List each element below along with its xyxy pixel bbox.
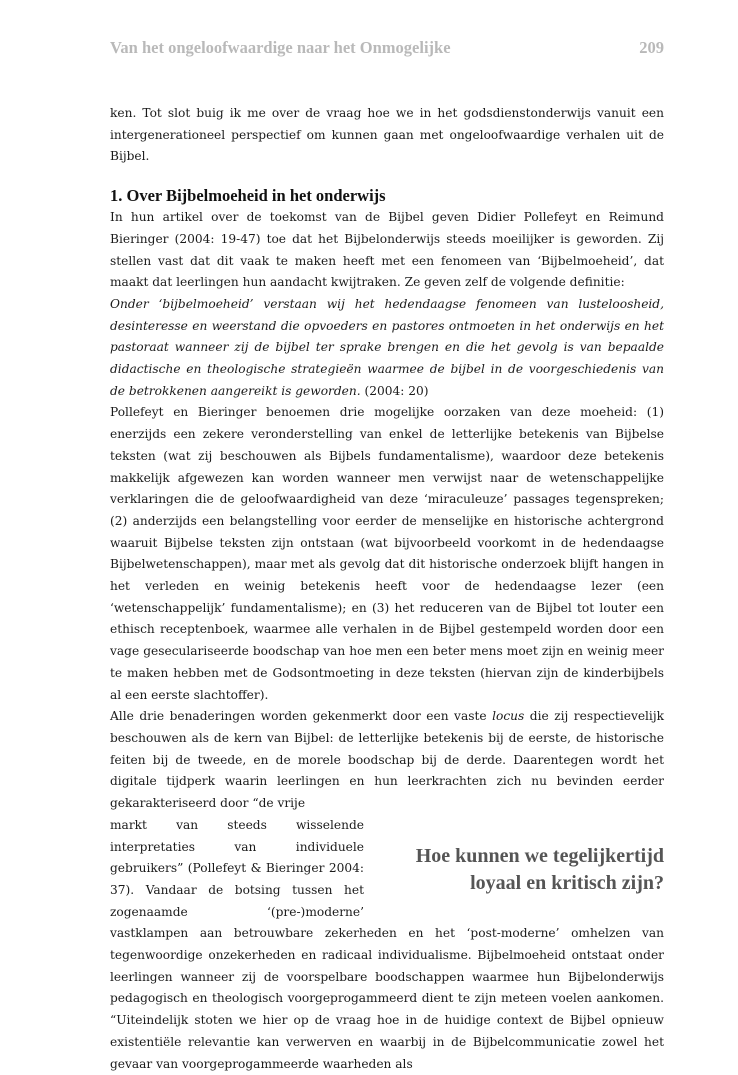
running-header: [110, 38, 664, 60]
pull-quote: [386, 843, 664, 897]
pull-quote-line-2: loyaal en kritisch zijn?: [470, 871, 664, 894]
paragraph-1: In hun artikel over de toekomst van de Bijbel geven Didier Pollefeyt en Reimund Bieringer (2004: 19-47) toe dat het Bijbelonderwijs steeds moeilijker is geworden. Zij stellen vast dat dit vaak te maken heeft met een fenomeen van ‘Bijbelmoeheid’, dat maakt dat leerlingen hun aandacht kwijtraken. Ze geven zelf de volgende definitie:: [110, 210, 664, 290]
paragraph-2: Pollefeyt en Bieringer benoemen drie mogelijke oorzaken van deze moeheid: (1) enerzijds een zekere veronderstelling van enkel de letterlijke betekenis van Bijbelse teksten (wat zij beschouwen als Bijbels fundamentalisme), waardoor deze betekenis makkelijk afgewezen kan worden wanneer men verwijst naar de wetenschappelijke verklaringen die de geloofwaardigheid van deze ‘miraculeuze’ passages tegenspreken; (2) anderzijds een belangstelling voor eerder de menselijke en historische achtergrond waaruit Bijbelse teksten zijn ontstaan (wat bijvoorbeeld voorkomt in de hedendaagse Bijbelwetenschappen), maar met als gevolg dat dit historische onderzoek blijft hangen in het verleden en weinig betekenis heeft voor de hedendaagse lezer (een ‘wetenschappelijk’ fundamentalisme); en (3) het reduceren van de Bijbel tot louter een ethisch receptenboek, waarmee alle verhalen in de Bijbel gestempeld worden door een vage geseculariseerde boodschap van hoe men een beter mens moet zijn en weinig meer te maken hebben met de Godsontmoeting in deze teksten (hiervan zijn de kinderbijbels al een eerste slachtoffer).: [110, 405, 664, 702]
body-text: [110, 103, 664, 1075]
quote-text: Onder ‘bijbelmoeheid’ verstaan wij het hedendaagse fenomeen van lusteloosheid, desinteresse en weerstand die opvoeders en pastores ontmoeten in het onderwijs en het pastoraat wanneer zij de bijbel ter sprake brengen en die het gevolg is van bepaalde didactische en theologische strategieën waarmee de bijbel in de voorgeschiedenis van de betrokkenen aangereikt is geworden.: [110, 296, 664, 398]
block-quote: [110, 294, 664, 403]
page-number: 209: [639, 38, 664, 57]
paragraph-3-part-b: die zij respectievelijk beschouwen als de kern van Bijbel: de letterlijke betekenis bij de eerste, de historische feiten bij de tweede, en de morele boodschap bij de derde. Daarentegen wordt het digitale tijdperk waarin leerlingen en hun leerkrachten zich nu bevinden eerder gekarakteriseerd door “de vrije: [110, 709, 664, 811]
paragraph-3-italic: locus: [492, 709, 525, 724]
pull-quote-line-1: Hoe kunnen we tegelijkertijd: [415, 844, 664, 867]
running-title: Van het ongeloofwaardige naar het Onmogelijke: [110, 38, 451, 57]
paragraph-3-part-a: Alle drie benaderingen worden gekenmerkt door een vaste: [110, 709, 493, 724]
paragraph-3-continued: markt van steeds wisselende interpretaties van individuele gebruikers” (Pollefeyt & Bieringer 2004: 37). Vandaar de botsing tussen het zogenaamde ‘(pre-)moderne’ vastklampen aan betrouwbare zekerheden en het ‘post-moderne’ omhelzen van tegenwoordige onzekerheden en radicaal individualisme. Bijbelmoeheid ontstaat onder leerlingen wanneer zij de voorspelbare boodschappen waarmee hun Bijbelonderwijs pedagogisch en theologisch voorgeprogammeerd dient te zijn meteen voelen aankomen. “Uiteindelijk stoten we hier op de vraag hoe in de huidige context de Bijbel opnieuw existentiële relevantie kan verwerven en waarbij in de Bijbelcommunicatie zowel het gevaar van voorgeprogammeerde waarheden als: [110, 817, 664, 1071]
section-heading: 1. Over Bijbelmoeheid in het onderwijs: [110, 186, 386, 206]
pull-quote-wrap: [110, 815, 664, 1075]
intro-paragraph: ken. Tot slot buig ik me over de vraag hoe we in het godsdienstonderwijs vanuit een intergenerationeel perspectief om kunnen gaan met ongeloofwaardige verhalen uit de Bijbel.: [110, 106, 664, 164]
paragraph-3: [110, 706, 664, 815]
quote-citation: (2004: 20): [364, 383, 429, 398]
